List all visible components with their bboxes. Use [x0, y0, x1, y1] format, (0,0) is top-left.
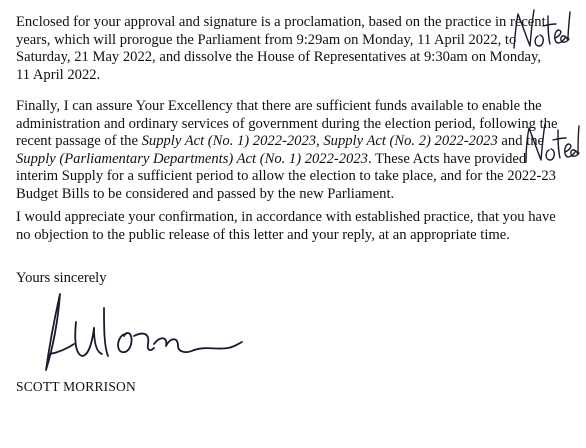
closing-salutation: Yours sincerely [16, 270, 107, 286]
paragraph-release [16, 209, 556, 244]
act-title-supply-1: Supply Act (No. 1) 2022-2023 [141, 133, 317, 150]
text-line: Saturday, 21 May 2022, and dissolve the House of Representatives at 9:30am on Monday, [16, 49, 542, 66]
text-line: no objection to the public release of this letter and your reply, at an appropriate time. [16, 226, 510, 243]
text-line [16, 133, 557, 151]
signatory-name: SCOTT MORRISON [16, 379, 136, 394]
text-run: . These Acts have provided [367, 150, 527, 167]
text-line: administration and ordinary services of government during the election period, following the [16, 115, 558, 132]
text-line: years, which will prorogue the Parliament from 9:29am on Monday, 11 April 2022, to [16, 31, 517, 48]
text-run: and the [497, 133, 544, 150]
text-run: , [316, 133, 324, 150]
text-line: 11 April 2022. [16, 66, 101, 83]
text-run: recent passage of the [16, 133, 142, 150]
text-line: Budget Bills to be considered and passed by the new Parliament. [16, 185, 395, 202]
act-title-supply-2: Supply Act (No. 2) 2022-2023 [323, 133, 498, 150]
paragraph-proclamation [16, 14, 546, 84]
handwritten-noted-annotation [520, 112, 586, 168]
text-line: Finally, I can assure Your Excellency that there are sufficient funds available to enable the [16, 98, 542, 114]
paragraph-supply [16, 98, 557, 204]
text-line [16, 151, 557, 169]
handwritten-noted-annotation [508, 2, 580, 56]
text-line: interim Supply for a sufficient period to allow the election to take place, and for the 2022-23 [16, 168, 556, 185]
act-title-parliamentary-departments: Supply (Parliamentary Departments) Act (No. 1) 2022-2023 [16, 150, 368, 167]
text-line: I would appreciate your confirmation, in accordance with established practice, that you have [16, 209, 556, 225]
handwritten-signature [38, 292, 248, 374]
text-line: Enclosed for your approval and signature is a proclamation, based on the practice in recent [16, 14, 546, 30]
